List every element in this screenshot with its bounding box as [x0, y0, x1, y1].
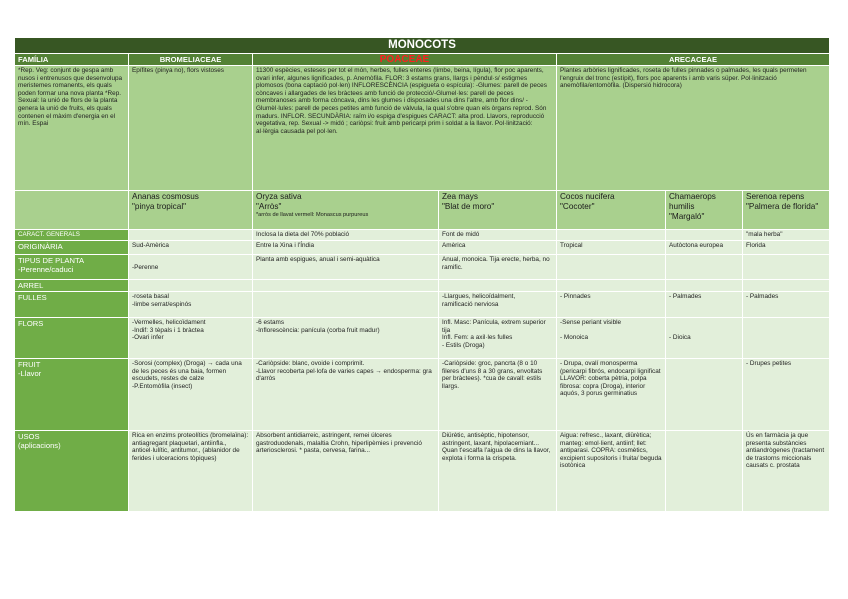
row-label-sub: (aplicacions): [18, 441, 61, 450]
species-zea: [439, 191, 557, 230]
row-label-origen: ORIGINÀRIA: [15, 241, 129, 255]
cell-generals-zea: Font de midó: [439, 230, 557, 241]
cell-fulles-cocos: - Pinnades: [557, 292, 666, 318]
cell-line: Infl. Masc: Panícula, extrem superior tija: [442, 319, 546, 334]
cell-origen-cocos: Tropical: [557, 241, 666, 255]
cell-line: - Dioica: [669, 334, 691, 342]
cell-fruit-ananas: [129, 359, 253, 431]
header-familia: FAMÍLIA: [15, 54, 129, 66]
cell-flors-cocos: [557, 318, 666, 359]
row-label-text: USOS: [18, 432, 40, 441]
cell-arrel-zea: [439, 280, 557, 292]
cell-line: -Sorosi (complex) (Droga) → cada una de les peces és una baia, formen escudets, restes de calze: [132, 360, 242, 383]
cell-generals-serenoa: "mala herba": [743, 230, 830, 241]
cell-fulles-serenoa: - Palmades: [743, 292, 830, 318]
species-chamaerops: [666, 191, 743, 230]
description-poaceae: 11300 espècies, esteses per tot el món, herbes, fulles enteres (limbe, beina, lígula), flor poc aparents, ovari infer, algunes lignificades, p. Anemòfila. FLOR: 3 estams grans, llargs i pèndul·s/ estigmes plomosos (bona captació pol·len) INFLORESCÈNCIA (espigueta o espícula): -Glumes: parell de peces còncaves i allargades de les bràctees amb funció de protecció/-Glumel·les: parell de peces membranoses amb forma còncava, dins les glumes i disposades una dins l'altre, amb flor dins/ -Glumèl·lules: parell de peces petites amb funció de vàlvula, la qual s'obre quan els òrgans reprod. Són madurs. INFLOR. SECUNDÀRIA: raïm i/o espiga d'espigues CARACT: alta prod. Llavors, reproducció vegetativa, rep. Sexual -> midó ; cariòpsi: fruit amb pericarpi prim i soldat a la llavor. Pol·linització: al·lèrgia causada pel pol·len.: [253, 66, 557, 191]
species-ananas: [129, 191, 253, 230]
cell-flors-serenoa: [743, 318, 830, 359]
cell-line: - Monoica: [560, 334, 589, 342]
description-familia: *Rep. Veg: conjunt de gespa amb nusos i entrenusos que desenvolupa meristemes romanents, els quals poden formar una nova planta *Rep. Sexual: la unió de flors de la planta genera la unió de fruits, els quals contenen el màxim d'energia en el mín. Espai: [15, 66, 129, 191]
cell-origen-oryza: Entre la Xina i l'Índia: [253, 241, 439, 255]
cell-generals-oryza: Inclosa la dieta del 70% població: [253, 230, 439, 241]
species-common: "Arròs": [256, 202, 282, 211]
species-name: Cocos nucifera: [560, 192, 615, 201]
cell-fruit-cocos: - Drupa, ovalí monosperma (pericarpi fibrós, endocarpi lignificat LLAVOR: coberta pètria, polpa fibrosa: copra (Droga), interior aquós, 3 porus germinatius: [557, 359, 666, 431]
species-note: *arròs de llavat vermell: Monascus purpureus: [256, 212, 369, 218]
cell-fulles-chamaerops: - Palmades: [666, 292, 743, 318]
header-poaceae: POACEAE: [253, 54, 557, 66]
cell-tipus-serenoa: [743, 255, 830, 280]
species-serenoa: [743, 191, 830, 230]
cell-line: -Indif: 3 tèpals i 1 bràctea: [132, 326, 204, 334]
cell-line: -limbe serrat/espinós: [132, 300, 192, 308]
cell-line: -Cariòpside: blanc, ovoide i comprimit.: [256, 360, 365, 367]
cell-line: -Sense periant visible: [560, 319, 622, 326]
cell-fruit-oryza: [253, 359, 439, 431]
cell-line: Infl. Fem: a axil·les fulles: [442, 334, 513, 342]
row-label-usos: [15, 431, 129, 512]
cell-line: -Llavor recoberta pel·lofa de varies capes → endosperma: gra d'arròs: [256, 367, 432, 383]
cell-arrel-cocos: [557, 280, 666, 292]
cell-fulles-zea: [439, 292, 557, 318]
cell-origen-zea: Amèrica: [439, 241, 557, 255]
species-oryza: [253, 191, 439, 230]
species-common: "Cocoter": [560, 202, 595, 211]
description-bromeliaceae: Epífites (pinya no), flors vistoses: [129, 66, 253, 191]
row-label-tipus: [15, 255, 129, 280]
cell-origen-chamaerops: Autòctona europea: [666, 241, 743, 255]
cell-usos-serenoa: Ús en farmàcia ja que presenta substàncies antiandrògenes (tractament de trastorns miccionals causats c. prostata: [743, 431, 830, 512]
cell-flors-chamaerops: [666, 318, 743, 359]
cell-fruit-serenoa: - Drupes petites: [743, 359, 830, 431]
cell-usos-zea: Diürètic, antisèptic, hipotensor, astringent, laxant, hipolacemiant... Quan t'escalfa l'aigua de dins la llavor, explota i forma la crispeta.: [439, 431, 557, 512]
row-label-sub: -Perenne/caduci: [18, 265, 74, 274]
cell-generals-ananas: [129, 230, 253, 241]
cell-usos-chamaerops: [666, 431, 743, 512]
cell-line: -Inflorescència: panícula (corba fruit madur): [256, 326, 380, 334]
row-label-fruit: [15, 359, 129, 431]
cell-line: -Vermelles, helicoïdament: [132, 319, 206, 326]
cell-flors-zea: [439, 318, 557, 359]
cell-generals-cocos: [557, 230, 666, 241]
cell-tipus-cocos: [557, 255, 666, 280]
species-common: "Blat de moro": [442, 202, 495, 211]
cell-text: -Perenne: [132, 263, 159, 271]
cell-fruit-chamaerops: [666, 359, 743, 431]
cell-line: -Llargues, helicoïdalment,: [442, 293, 516, 300]
cell-flors-oryza: [253, 318, 439, 359]
species-common: "pinya tropical": [132, 202, 187, 211]
cell-tipus-ananas: [129, 255, 253, 280]
cell-origen-ananas: Sud-Amèrica: [129, 241, 253, 255]
species-name: Ananas cosmosus: [132, 192, 199, 201]
cell-generals-chamaerops: [666, 230, 743, 241]
cell-usos-ananas: Rica en enzims proteolítics (bromelaïna): antiagregant plaquetari, antiinfla., anticel·lulític, antitumor., (ablanidor de ferides i ulceracions tòpiques): [129, 431, 253, 512]
row-label-text: FRUIT: [18, 360, 41, 369]
monocots-table: [14, 37, 829, 512]
cell-arrel-chamaerops: [666, 280, 743, 292]
row-label-flors: FLORS: [15, 318, 129, 359]
cell-arrel-oryza: [253, 280, 439, 292]
cell-line: -P.Entomòfila (insect): [132, 382, 193, 390]
cell-fruit-zea: -Cariòpside: groc, pancrta (8 o 10 fileres d'uns 8 a 30 grans, envoltats per bràctees). *cua de cavall: estils llargs.: [439, 359, 557, 431]
species-cocos: [557, 191, 666, 230]
description-arecaceae: Plantes arbòries lignificades, roseta de fulles pinnades o palmades, les quals permeten l'engruix del tronc (estípit), flors poc aparents i amb varis süper. Pol·linització anemòfila/entomòfila. (Dispersió hidrocora): [557, 66, 830, 191]
cell-tipus-zea: Anual, monoica. Tija erecte, herba, no ramific.: [439, 255, 557, 280]
cell-line: -roseta basal: [132, 293, 169, 300]
page-title: MONOCOTS: [15, 38, 830, 54]
row-label-fulles: FULLES: [15, 292, 129, 318]
species-name: Zea mays: [442, 192, 478, 201]
species-common: "Margaló": [669, 212, 705, 221]
row-label-arrel: ARREL: [15, 280, 129, 292]
species-name: Chamaerops humilis: [669, 192, 716, 211]
cell-fulles-ananas: [129, 292, 253, 318]
cell-flors-ananas: [129, 318, 253, 359]
header-bromeliaceae: BROMELIACEAE: [129, 54, 253, 66]
cell-tipus-chamaerops: [666, 255, 743, 280]
row-label-sub: -Llavor: [18, 369, 42, 378]
cell-arrel-ananas: [129, 280, 253, 292]
header-arecaceae: ARECACEAE: [557, 54, 830, 66]
species-common: "Palmera de florida": [746, 202, 819, 211]
cell-line: ramificació nerviosa: [442, 300, 499, 308]
cell-usos-oryza: Absorbent antidiarreic, astringent, remei úlceres gastroduodenals, malaltia Crohn, hiperlipèmies i prevenció arteriosclerosi. * pasta, cervesa, farina...: [253, 431, 439, 512]
cell-origen-serenoa: Florida: [743, 241, 830, 255]
cell-line: - Estils (Droga): [442, 341, 485, 349]
row-label-text: TIPUS DE PLANTA: [18, 256, 85, 265]
cell-line: -6 estams: [256, 319, 285, 326]
cell-fulles-oryza: [253, 292, 439, 318]
cell-usos-cocos: Aigua: refresc., laxant, diürètica; manteg: emol·lient, antiinf; llet: antiparasi. COPRA: cosmètics, excipient supositoris i fruita/ beguda isotònica: [557, 431, 666, 512]
cell-line: -Ovari infer: [132, 334, 164, 342]
species-label-empty: [15, 191, 129, 230]
cell-tipus-oryza: Planta amb espigues, anual i semi-aquàtica: [253, 255, 439, 280]
species-name: Oryza sativa: [256, 192, 302, 201]
cell-arrel-serenoa: [743, 280, 830, 292]
row-label-generals: CARACT. GENERALS: [15, 230, 129, 241]
species-name: Serenoa repens: [746, 192, 805, 201]
